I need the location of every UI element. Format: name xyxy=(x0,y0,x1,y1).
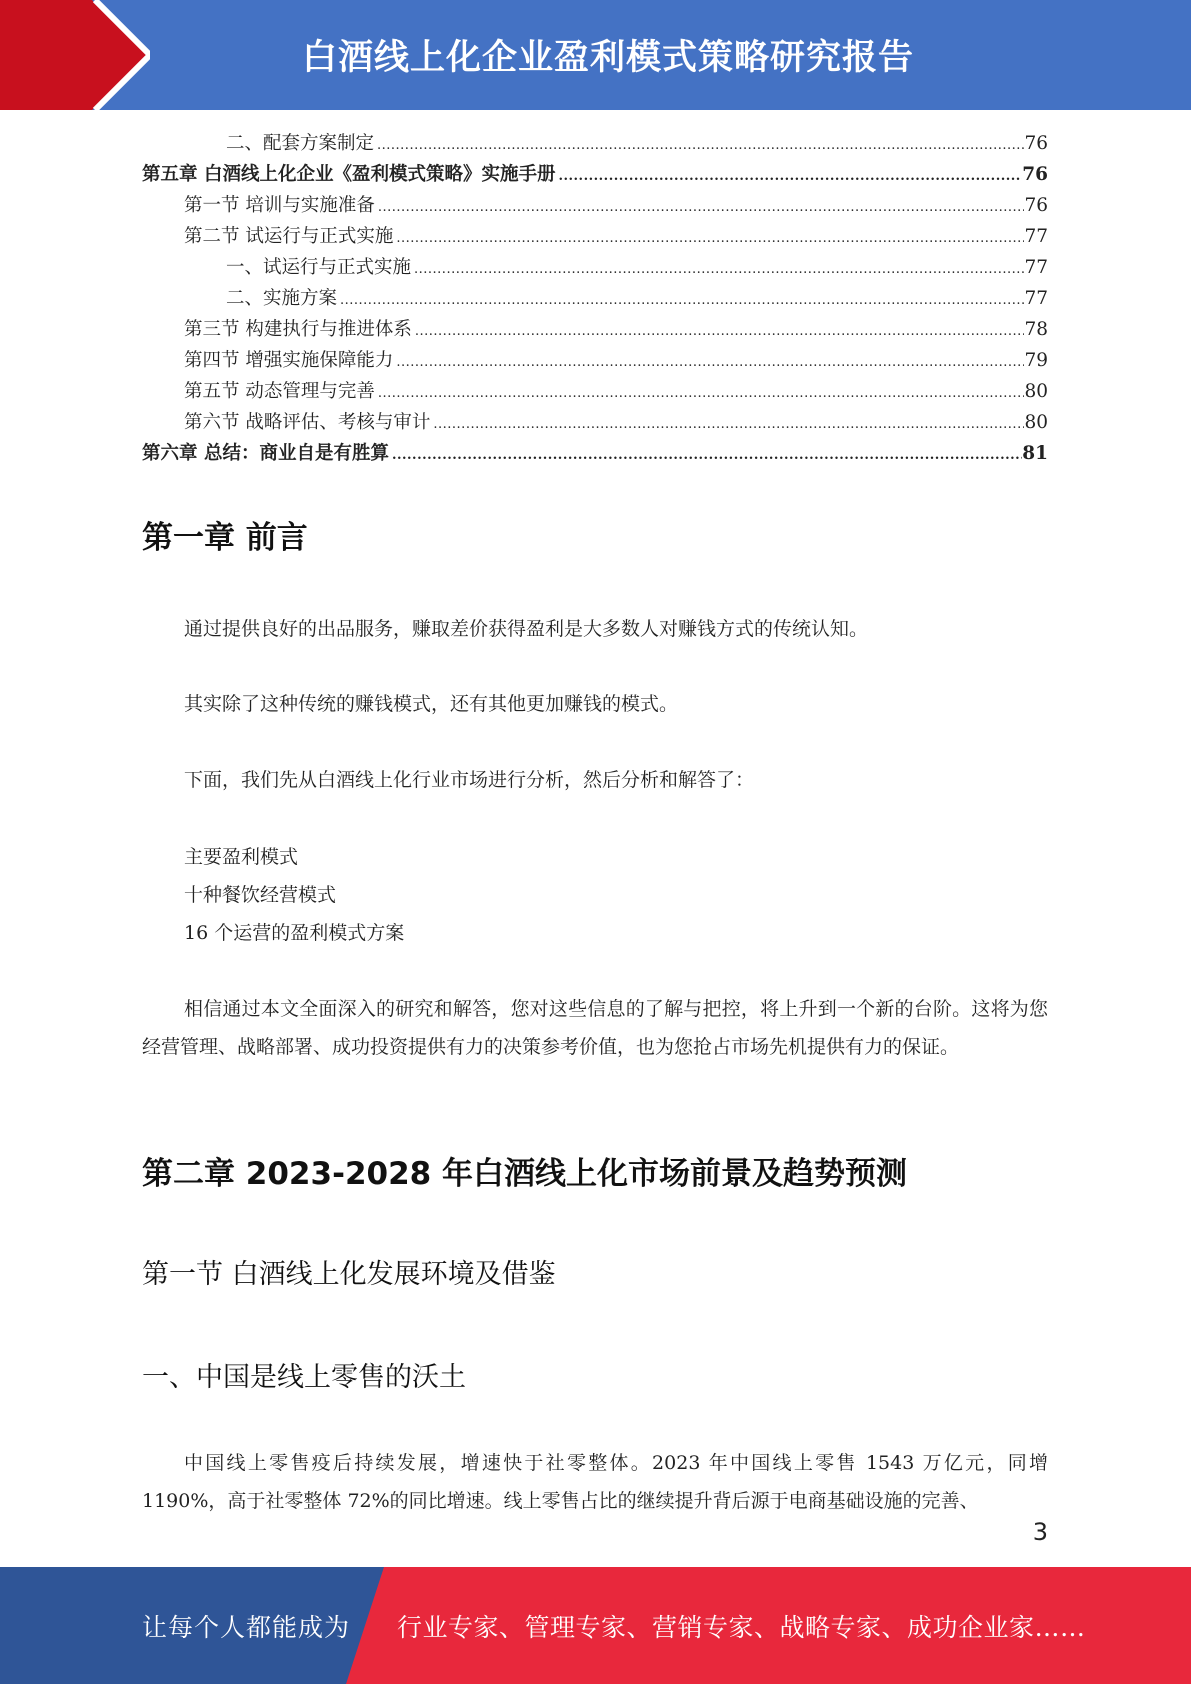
toc-item-page: 76 xyxy=(1024,133,1048,154)
list-item: 16 个运营的盈利模式方案 xyxy=(184,922,405,944)
toc-leader xyxy=(396,221,1024,252)
footer-slogan-right: 行业专家、管理专家、营销专家、战略专家、成功企业家…… xyxy=(397,1612,1086,1642)
section-heading: 第一节 白酒线上化发展环境及借鉴 xyxy=(142,1259,556,1290)
toc-item[interactable] xyxy=(142,376,1048,407)
toc-item-page: 80 xyxy=(1024,381,1048,402)
toc-item-page: 80 xyxy=(1024,412,1048,433)
body-paragraph: 中国线上零售疫后持续发展，增速快于社零整体。2023 年中国线上零售 1543 万亿元，同增 1190%，高于社零整体 72%的同比增速。线上零售占比的继续提升背后源于电商基础设施的完善、 xyxy=(142,1452,1048,1512)
subsection-heading: 一、中国是线上零售的沃土 xyxy=(142,1362,466,1393)
toc-item-label: 第五节 动态管理与完善 xyxy=(184,381,375,402)
toc-item-label: 二、实施方案 xyxy=(226,288,338,309)
toc-leader xyxy=(415,314,1025,345)
toc-item-label: 一、试运行与正式实施 xyxy=(226,257,412,278)
toc-leader xyxy=(414,252,1024,283)
toc-item-page: 77 xyxy=(1024,257,1048,278)
toc-item[interactable] xyxy=(142,252,1048,283)
toc-item-label: 第五章 白酒线上化企业《盈利模式策略》实施手册 xyxy=(142,164,556,185)
toc-item-page: 77 xyxy=(1024,226,1048,247)
toc-item-page: 79 xyxy=(1024,350,1048,371)
toc-item-page: 78 xyxy=(1024,319,1048,340)
toc-item[interactable] xyxy=(142,159,1048,190)
list-item: 十种餐饮经营模式 xyxy=(184,884,337,906)
toc-item-label: 第六节 战略评估、考核与审计 xyxy=(184,412,431,433)
toc-item[interactable] xyxy=(142,407,1048,438)
footer-slogan-left: 让每个人都能成为 xyxy=(142,1612,351,1642)
body-paragraph: 通过提供良好的出品服务，赚取差价获得盈利是大多数人对赚钱方式的传统认知。 xyxy=(184,618,869,640)
toc-leader xyxy=(340,283,1024,314)
toc-item[interactable] xyxy=(142,190,1048,221)
toc-item[interactable] xyxy=(142,221,1048,252)
toc-item[interactable] xyxy=(142,283,1048,314)
toc-item-label: 第三节 构建执行与推进体系 xyxy=(184,319,412,340)
list-item: 主要盈利模式 xyxy=(184,846,299,868)
chapter-heading: 第一章 前言 xyxy=(142,520,308,556)
toc-item[interactable] xyxy=(142,345,1048,376)
toc-item[interactable] xyxy=(142,128,1048,159)
page-number: 3 xyxy=(1032,1518,1048,1546)
toc-leader xyxy=(433,407,1024,438)
toc-item-page: 81 xyxy=(1022,443,1048,464)
toc-item-page: 76 xyxy=(1024,195,1048,216)
toc-leader xyxy=(392,438,1022,469)
toc-item-page: 76 xyxy=(1022,164,1048,185)
toc-leader xyxy=(377,128,1024,159)
toc-item-label: 第一节 培训与实施准备 xyxy=(184,195,375,216)
body-paragraph: 其实除了这种传统的赚钱模式，还有其他更加赚钱的模式。 xyxy=(184,693,679,715)
toc-leader xyxy=(378,376,1025,407)
toc-item-label: 第二节 试运行与正式实施 xyxy=(184,226,394,247)
toc-item-label: 第四节 增强实施保障能力 xyxy=(184,350,394,371)
toc-item-page: 77 xyxy=(1024,288,1048,309)
toc-leader xyxy=(396,345,1024,376)
toc-leader xyxy=(558,159,1022,190)
toc-item[interactable] xyxy=(142,314,1048,345)
toc-item-label: 二、配套方案制定 xyxy=(226,133,375,154)
toc-item-label: 第六章 总结：商业自是有胜算 xyxy=(142,443,389,464)
body-paragraph: 相信通过本文全面深入的研究和解答，您对这些信息的了解与把控，将上升到一个新的台阶。这将为您经营管理、战略部署、成功投资提供有力的决策参考价值，也为您抢占市场先机提供有力的保证。 xyxy=(142,998,1048,1058)
body-paragraph: 下面，我们先从白酒线上化行业市场进行分析，然后分析和解答了： xyxy=(184,769,755,791)
table-of-contents xyxy=(142,128,1048,469)
page-footer xyxy=(0,1567,1191,1684)
page-header xyxy=(0,0,1191,110)
chapter-heading: 第二章 2023-2028 年白酒线上化市场前景及趋势预测 xyxy=(142,1156,908,1192)
toc-item[interactable] xyxy=(142,438,1048,469)
report-title: 白酒线上化企业盈利模式策略研究报告 xyxy=(301,38,914,78)
toc-leader xyxy=(378,190,1025,221)
